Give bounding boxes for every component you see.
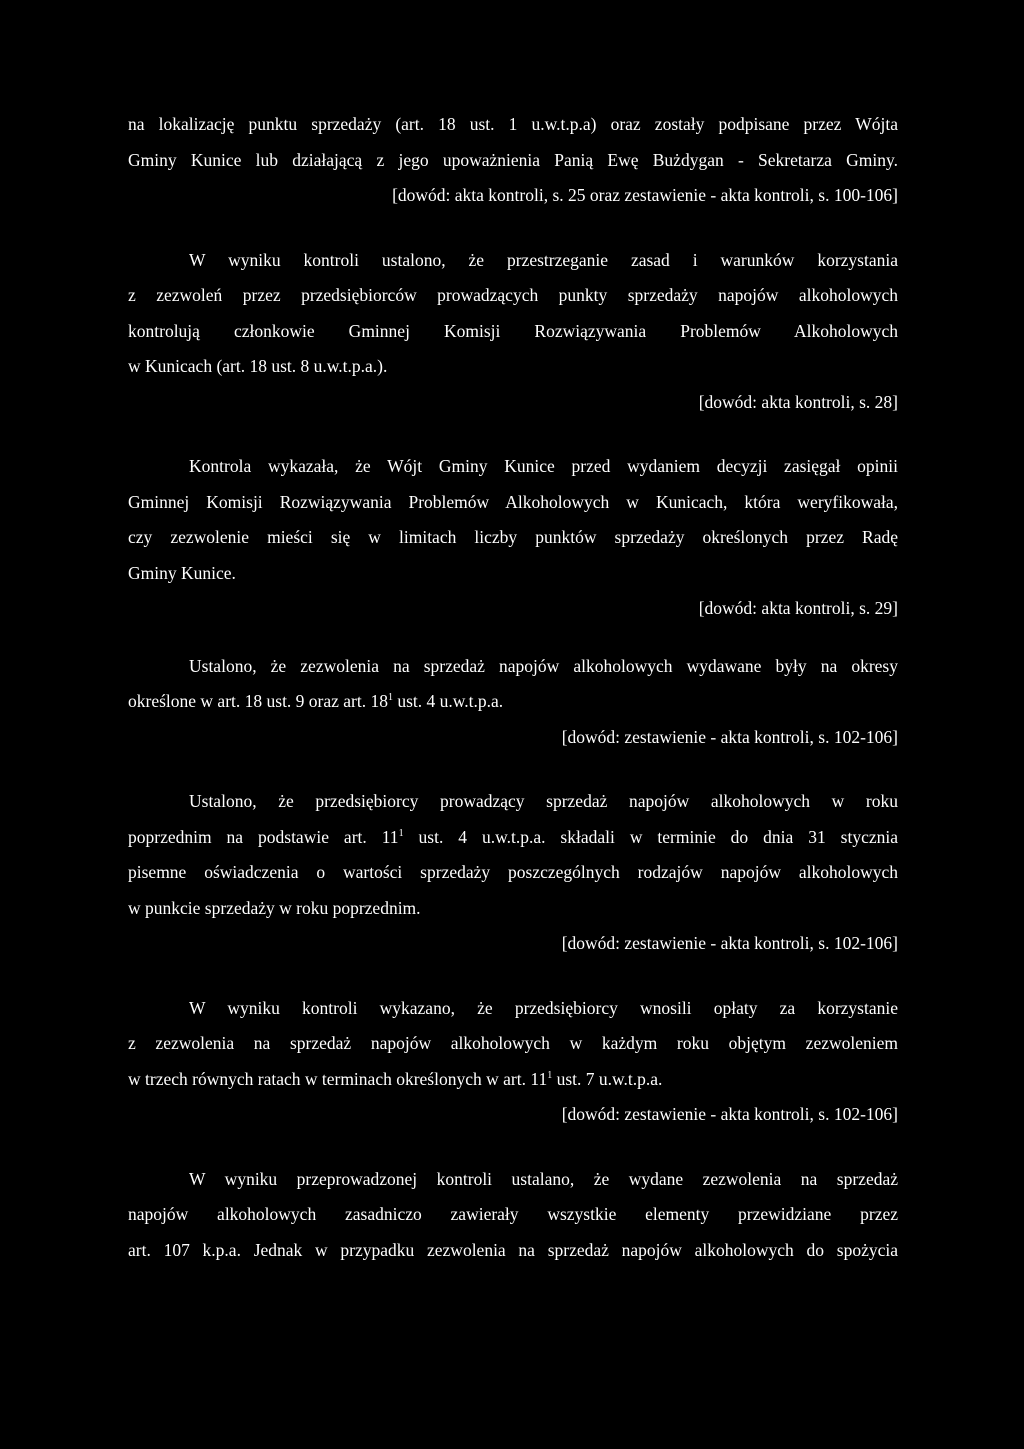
evidence-reference: [dowód: akta kontroli, s. 29] [698, 598, 898, 618]
text-line: określone w art. 18 ust. 9 oraz art. $18^1$ ust. 4 u.w.t.p.a. [128, 691, 504, 711]
text-line: poprzednim na podstawie art. $11^1$ ust. 4 u.w.t.p.a. składali w terminie do dnia 31 stycznia [128, 826, 898, 847]
text-line: pisemne oświadczenia o wartości sprzedaży poszczególnych rodzajów napojów alkoholowych [128, 862, 898, 882]
text-line: z zezwoleń przez przedsiębiorców prowadzących punkty sprzedaży napojów alkoholowych [128, 285, 898, 305]
paragraph-spacer [128, 962, 898, 991]
text-line: art. 107 k.p.a. Jednak w przypadku zezwolenia na sprzedaż napojów alkoholowych do spożycia [128, 1239, 898, 1260]
paragraph-spacer [128, 214, 898, 243]
text-line: W wyniku kontroli ustalono, że przestrzeganie zasad i warunków korzystania [189, 249, 898, 270]
paragraph-spacer [128, 627, 898, 649]
text-line: Ustalono, że przedsiębiorcy prowadzący sprzedaż napojów alkoholowych w roku [189, 791, 898, 811]
paragraph [128, 784, 898, 962]
paragraph [128, 243, 898, 421]
paragraph-spacer [128, 755, 898, 784]
text-line: w trzech równych ratach w terminach określonych w art. $11^1$ ust. 7 u.w.t.p.a. [128, 1068, 663, 1089]
evidence-reference: [dowód: akta kontroli, s. 25 oraz zestawienie - akta kontroli, s. 100-106] [392, 185, 898, 205]
evidence-reference: [dowód: zestawienie - akta kontroli, s. 102-106] [561, 1104, 898, 1124]
text-line: czy zezwolenie mieści się w limitach liczby punktów sprzedaży określonych przez Radę [128, 527, 898, 547]
text-line: kontrolują członkowie Gminnej Komisji Rozwiązywania Problemów Alkoholowych [128, 320, 898, 341]
text-line: w Kunicach (art. 18 ust. 8 u.w.t.p.a.). [128, 356, 388, 376]
paragraph [128, 449, 898, 627]
superscript: 1 [388, 692, 393, 703]
text-line: Kontrola wykazała, że Wójt Gminy Kunice przed wydaniem decyzji zasięgał opinii [189, 456, 898, 476]
paragraph [128, 1162, 898, 1269]
text-line: W wyniku kontroli wykazano, że przedsiębiorcy wnosili opłaty za korzystanie [189, 997, 898, 1018]
text-line: w punkcie sprzedaży w roku poprzednim. [128, 897, 421, 918]
text-line: Ustalono, że zezwolenia na sprzedaż napojów alkoholowych wydawane były na okresy [189, 655, 898, 676]
document-page [128, 107, 898, 1268]
paragraph [128, 649, 898, 756]
text-line: z zezwolenia na sprzedaż napojów alkoholowych w każdym roku objętym zezwoleniem [128, 1033, 898, 1053]
paragraph [128, 107, 898, 214]
paragraph-spacer [128, 1133, 898, 1162]
text-line: Gminnej Komisji Rozwiązywania Problemów Alkoholowych w Kunicach, która weryfikowała, [128, 491, 898, 512]
text-line: Gminy Kunice lub działającą z jego upoważnienia Panią Ewę Bużdygan - Sekretarza Gminy. [128, 149, 898, 170]
text-line: Gminy Kunice. [128, 562, 236, 583]
evidence-reference: [dowód: zestawienie - akta kontroli, s. 102-106] [561, 933, 898, 953]
evidence-reference: [dowód: zestawienie - akta kontroli, s. 102-106] [561, 726, 898, 747]
paragraph-spacer [128, 420, 898, 449]
text-line: W wyniku przeprowadzonej kontroli ustalano, że wydane zezwolenia na sprzedaż [189, 1168, 898, 1189]
text-line: napojów alkoholowych zasadniczo zawierały wszystkie elementy przewidziane przez [128, 1204, 898, 1224]
text-line: na lokalizację punktu sprzedaży (art. 18 ust. 1 u.w.t.p.a) oraz zostały podpisane przez Wójta [128, 114, 898, 134]
evidence-reference: [dowód: akta kontroli, s. 28] [698, 391, 898, 412]
paragraph [128, 991, 898, 1133]
superscript: 1 [398, 827, 404, 839]
superscript: 1 [547, 1069, 553, 1081]
